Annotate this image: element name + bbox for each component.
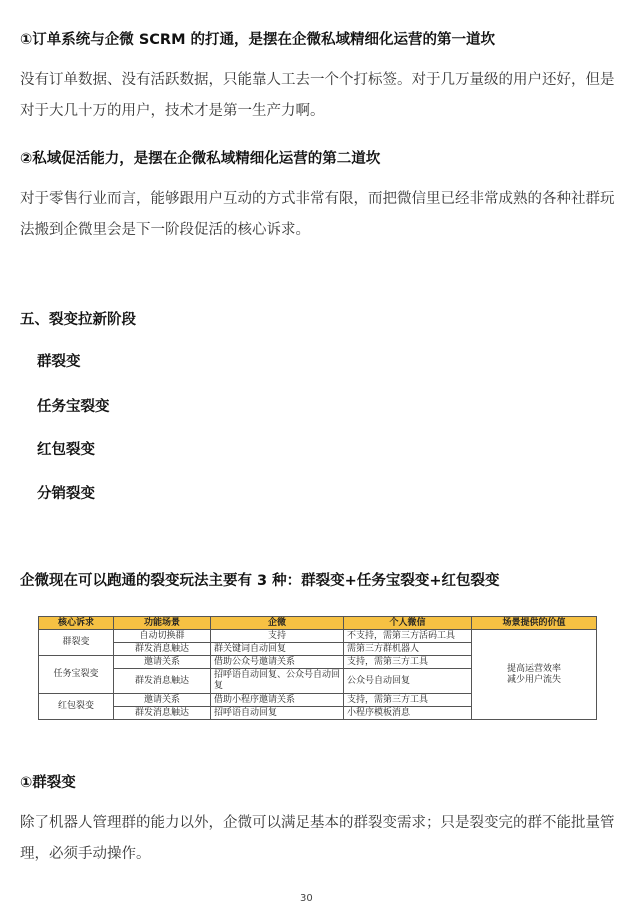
personal-cell: 小程序模板消息 [344,707,472,720]
header-need: 核心诉求 [39,617,114,630]
scene-cell: 邀请关系 [114,656,211,669]
list-item-task-fission: 任务宝裂变 [37,399,110,415]
need-cell: 红包裂变 [39,694,114,720]
page-number: 30 [300,893,313,904]
header-wecom: 企微 [211,617,344,630]
group-fission-paragraph: 除了机器人管理群的能力以外，企微可以满足基本的群裂变需求；只是裂变完的群不能批量管理，必须手动操作。 [20,815,615,862]
need-cell: 群裂变 [39,630,114,656]
header-value: 场景提供的价值 [472,617,597,630]
section5-heading: 五、裂变拉新阶段 [20,312,136,328]
personal-cell: 需第三方群机器人 [344,643,472,656]
personal-cell: 支持，需第三方工具 [344,656,472,669]
wecom-cell: 支持 [211,630,344,643]
header-personal-wechat: 个人微信 [344,617,472,630]
table-header-row [39,617,597,630]
comparison-table [38,616,597,720]
table-row [39,630,597,643]
scene-cell: 群发消息触达 [114,643,211,656]
wecom-cell: 招呼语自动回复、公众号自动回复 [211,669,344,694]
list-item-redpacket-fission: 红包裂变 [37,442,95,458]
section2-paragraph: 对于零售行业而言，能够跟用户互动的方式非常有限，而把微信里已经非常成熟的各种社群玩法搬到企微里会是下一阶段促活的核心诉求。 [20,191,615,238]
summary-heading: 企微现在可以跑通的裂变玩法主要有 3 种：群裂变+任务宝裂变+红包裂变 [20,573,500,589]
wecom-cell: 借助公众号邀请关系 [211,656,344,669]
list-item-distribution-fission: 分销裂变 [37,486,95,502]
wecom-cell: 借助小程序邀请关系 [211,694,344,707]
value-line-2: 减少用户流失 [506,674,561,685]
wecom-cell: 群关键词自动回复 [211,643,344,656]
section1-heading: ①订单系统与企微 SCRM 的打通，是摆在企微私域精细化运营的第一道坎 [20,32,496,48]
wecom-cell: 招呼语自动回复 [211,707,344,720]
list-item-group-fission: 群裂变 [37,354,81,370]
scene-cell: 自动切换群 [114,630,211,643]
scene-cell: 群发消息触达 [114,669,211,694]
header-scene: 功能场景 [114,617,211,630]
value-cell [472,630,597,720]
section2-heading: ②私域促活能力，是摆在企微私域精细化运营的第二道坎 [20,151,381,167]
value-line-1: 提高运营效率 [506,663,561,674]
personal-cell: 不支持，需第三方活码工具 [344,630,472,643]
personal-cell: 支持，需第三方工具 [344,694,472,707]
group-fission-heading: ①群裂变 [20,775,76,791]
scene-cell: 邀请关系 [114,694,211,707]
personal-cell: 公众号自动回复 [344,669,472,694]
section1-paragraph: 没有订单数据、没有活跃数据，只能靠人工去一个个打标签。对于几万量级的用户还好，但是对于大几十万的用户，技术才是第一生产力啊。 [20,72,615,119]
scene-cell: 群发消息触达 [114,707,211,720]
need-cell: 任务宝裂变 [39,656,114,694]
